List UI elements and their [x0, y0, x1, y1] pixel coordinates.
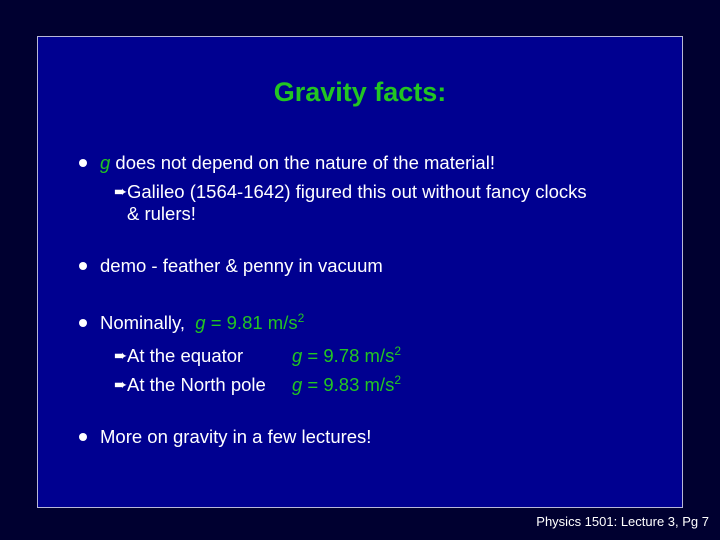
slide-footer: Physics 1501: Lecture 3, Pg 7 — [536, 514, 709, 529]
bullet-text: More on gravity in a few lectures! — [100, 426, 372, 447]
arrow-icon: ➨ — [114, 348, 128, 365]
bullet-icon — [79, 433, 87, 441]
sub-bullet-text: & rulers! — [127, 203, 196, 224]
bullet-text: Nominally, — [100, 312, 185, 333]
sub-bullet-label: At the North pole — [127, 374, 266, 395]
g-symbol: g — [100, 152, 111, 173]
bullet-icon — [79, 262, 87, 270]
nominal-formula: g = 9.81 $m/s^2$ — [195, 311, 305, 333]
bullet-icon — [79, 319, 87, 327]
sub-bullet-equator — [114, 344, 402, 367]
arrow-icon: ➨ — [114, 377, 128, 394]
arrow-icon: ➨ — [114, 184, 128, 201]
sub-bullet-galileo-cont — [127, 203, 196, 225]
sub-bullet-label: At the equator — [127, 345, 244, 366]
bullet-text: does not depend on the nature of the material! — [110, 152, 495, 173]
sub-bullet-pole — [114, 373, 402, 396]
sub-bullet-galileo — [114, 181, 587, 203]
bullet-icon — [79, 159, 87, 167]
sub-bullet-text: Galileo (1564-1642) figured this out without fancy clocks — [127, 181, 587, 202]
equator-formula: g = 9.78 $m/s^2$ — [292, 344, 402, 366]
slide-title: Gravity facts: — [273, 77, 447, 107]
bullet-text: demo - feather & penny in vacuum — [100, 255, 383, 276]
pole-formula: g = 9.83 $m/s^2$ — [292, 373, 402, 395]
